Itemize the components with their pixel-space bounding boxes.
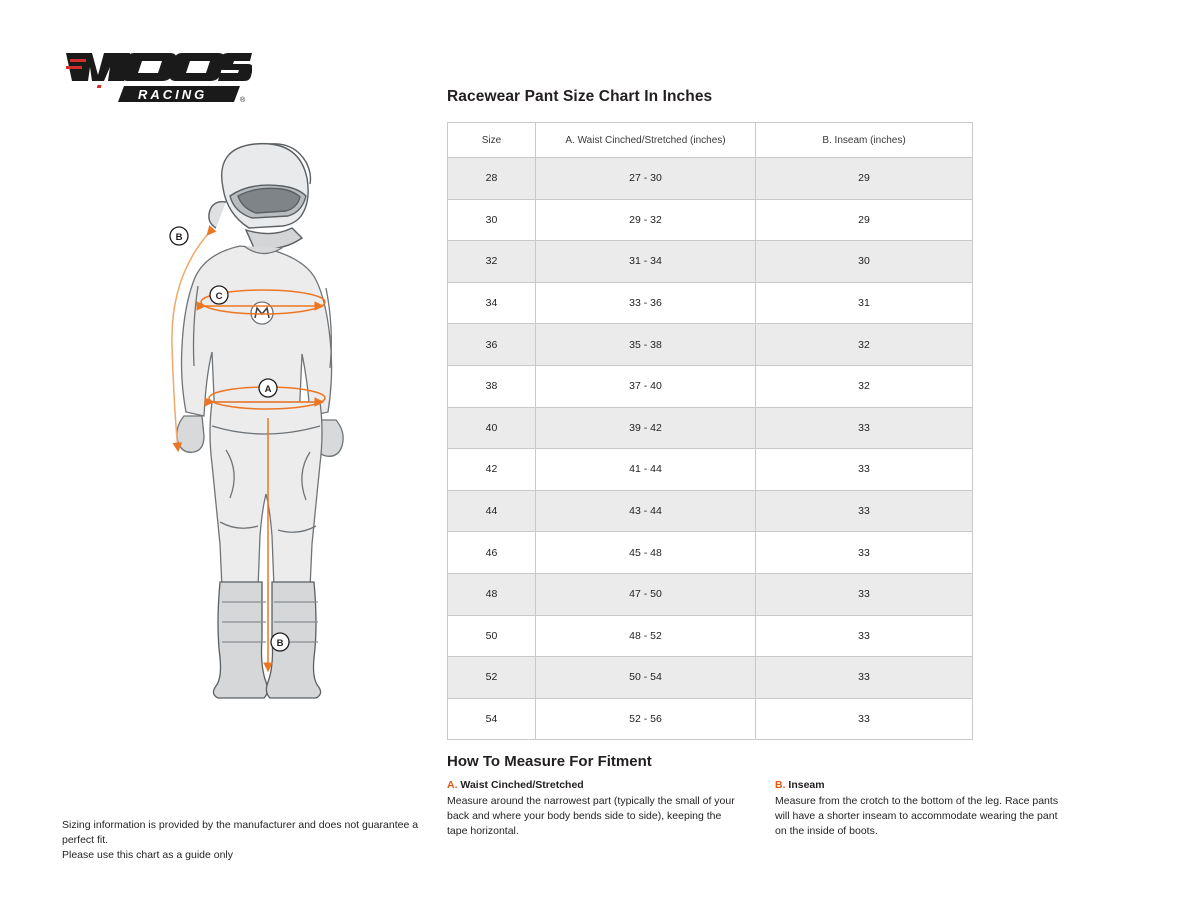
how-to-measure-section bbox=[447, 753, 1077, 839]
svg-text:A: A bbox=[264, 384, 272, 395]
measure-item-heading bbox=[447, 779, 743, 791]
measure-letter: B. bbox=[775, 779, 786, 791]
cell-size: 28 bbox=[448, 158, 536, 200]
cell-waist: 43 - 44 bbox=[536, 490, 756, 532]
cell-inseam: 32 bbox=[756, 324, 973, 366]
measure-label: Waist Cinched/Stretched bbox=[460, 779, 584, 791]
cell-waist: 50 - 54 bbox=[536, 657, 756, 699]
cell-inseam: 29 bbox=[756, 199, 973, 241]
cell-size: 38 bbox=[448, 365, 536, 407]
cell-waist: 37 - 40 bbox=[536, 365, 756, 407]
table-row bbox=[448, 158, 973, 200]
cell-inseam: 33 bbox=[756, 490, 973, 532]
cell-waist: 48 - 52 bbox=[536, 615, 756, 657]
cell-waist: 33 - 36 bbox=[536, 282, 756, 324]
cell-size: 44 bbox=[448, 490, 536, 532]
rider-measurement-diagram bbox=[120, 130, 420, 750]
cell-size: 42 bbox=[448, 449, 536, 491]
table-row bbox=[448, 615, 973, 657]
cell-waist: 27 - 30 bbox=[536, 158, 756, 200]
svg-text:®: ® bbox=[240, 97, 246, 104]
cell-size: 50 bbox=[448, 615, 536, 657]
cell-waist: 47 - 50 bbox=[536, 573, 756, 615]
table-row bbox=[448, 449, 973, 491]
cell-inseam: 33 bbox=[756, 615, 973, 657]
measure-letter: A. bbox=[447, 779, 458, 791]
disclaimer-line-2: Please use this chart as a guide only bbox=[62, 849, 234, 862]
cell-inseam: 33 bbox=[756, 657, 973, 699]
cell-size: 54 bbox=[448, 698, 536, 740]
cell-size: 40 bbox=[448, 407, 536, 449]
size-chart-table bbox=[447, 122, 973, 740]
measure-item-inseam bbox=[775, 779, 1071, 839]
cell-inseam: 30 bbox=[756, 241, 973, 283]
svg-text:C: C bbox=[215, 291, 223, 302]
table-row bbox=[448, 282, 973, 324]
cell-inseam: 33 bbox=[756, 698, 973, 740]
table-row bbox=[448, 199, 973, 241]
measure-label: Inseam bbox=[788, 779, 825, 791]
cell-waist: 35 - 38 bbox=[536, 324, 756, 366]
cell-waist: 52 - 56 bbox=[536, 698, 756, 740]
cell-waist: 45 - 48 bbox=[536, 532, 756, 574]
cell-size: 32 bbox=[448, 241, 536, 283]
table-row bbox=[448, 573, 973, 615]
cell-waist: 41 - 44 bbox=[536, 449, 756, 491]
cell-inseam: 33 bbox=[756, 532, 973, 574]
table-row bbox=[448, 365, 973, 407]
moose-racing-logo bbox=[62, 45, 252, 107]
table-row bbox=[448, 532, 973, 574]
table-row bbox=[448, 490, 973, 532]
cell-inseam: 31 bbox=[756, 282, 973, 324]
cell-size: 30 bbox=[448, 199, 536, 241]
cell-size: 34 bbox=[448, 282, 536, 324]
column-header-size: Size bbox=[448, 123, 536, 158]
cell-size: 46 bbox=[448, 532, 536, 574]
measure-item-waist bbox=[447, 779, 743, 839]
cell-waist: 39 - 42 bbox=[536, 407, 756, 449]
cell-waist: 29 - 32 bbox=[536, 199, 756, 241]
disclaimer-line-1: Sizing information is provided by the manufacturer and does not guarantee a perfect fit. bbox=[62, 819, 419, 847]
size-chart-section bbox=[447, 88, 972, 740]
measure-item-heading bbox=[775, 779, 1071, 791]
cell-size: 48 bbox=[448, 573, 536, 615]
cell-size: 52 bbox=[448, 657, 536, 699]
table-row bbox=[448, 241, 973, 283]
cell-inseam: 29 bbox=[756, 158, 973, 200]
how-to-measure-title: How To Measure For Fitment bbox=[447, 753, 652, 770]
cell-inseam: 33 bbox=[756, 449, 973, 491]
table-row bbox=[448, 407, 973, 449]
sizing-disclaimer bbox=[62, 818, 432, 864]
cell-waist: 31 - 34 bbox=[536, 241, 756, 283]
page-title: Racewear Pant Size Chart In Inches bbox=[447, 88, 713, 105]
cell-inseam: 33 bbox=[756, 573, 973, 615]
cell-inseam: 33 bbox=[756, 407, 973, 449]
table-row bbox=[448, 698, 973, 740]
measure-description: Measure from the crotch to the bottom of the leg. Race pants will have a shorter inseam to accommodate wearing the pant on the inside of boots. bbox=[775, 795, 1059, 837]
cell-inseam: 32 bbox=[756, 365, 973, 407]
measure-description: Measure around the narrowest part (typically the small of your back and where your body bends side to side), keeping the tape horizontal. bbox=[447, 795, 735, 837]
svg-text:B: B bbox=[276, 638, 284, 649]
table-row bbox=[448, 657, 973, 699]
column-header-waist: A. Waist Cinched/Stretched (inches) bbox=[536, 123, 756, 158]
table-row bbox=[448, 324, 973, 366]
column-header-inseam: B. Inseam (inches) bbox=[756, 123, 973, 158]
cell-size: 36 bbox=[448, 324, 536, 366]
svg-text:B: B bbox=[175, 232, 183, 243]
svg-text:RACING: RACING bbox=[138, 87, 208, 102]
table-header-row bbox=[448, 123, 973, 158]
